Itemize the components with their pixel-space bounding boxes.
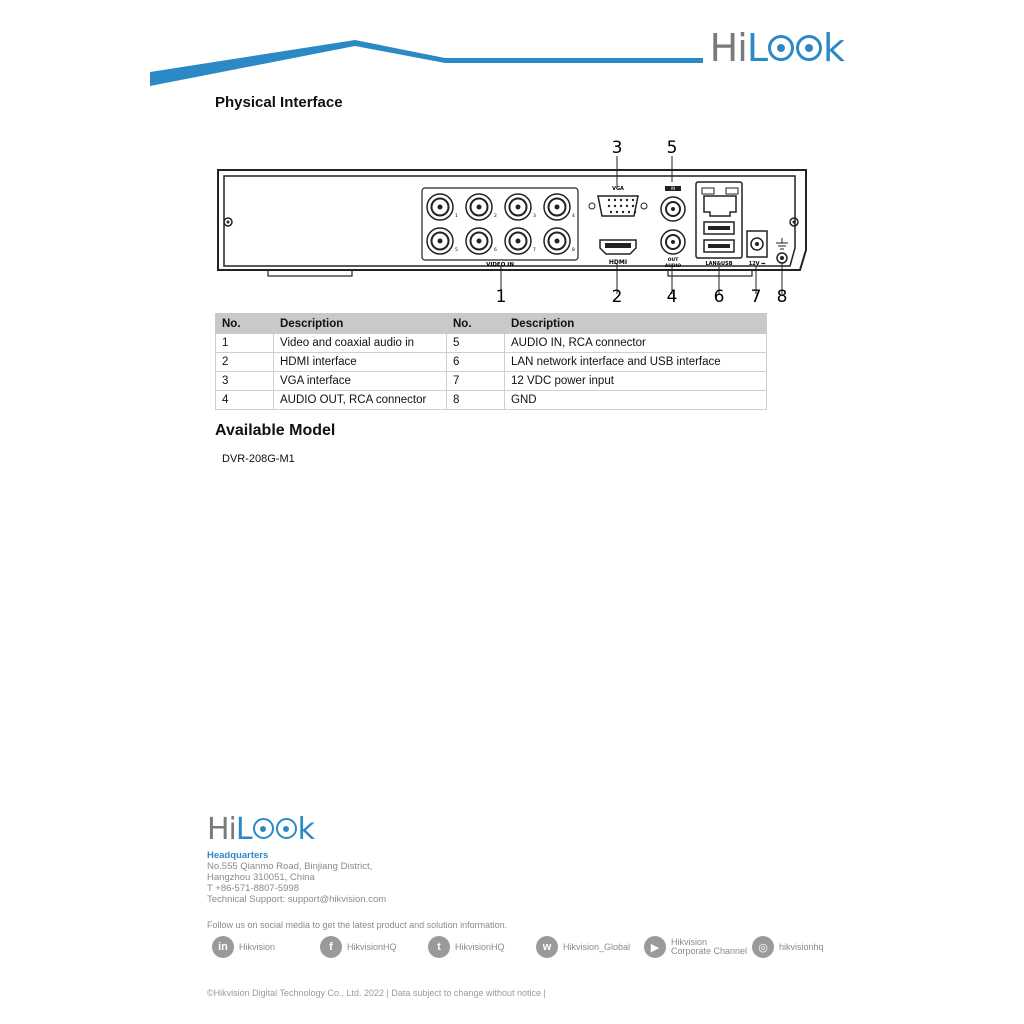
bnc-connector: [544, 194, 575, 220]
channel-number: 7: [533, 248, 536, 253]
channel-number: 4: [572, 214, 575, 219]
callouts: [496, 138, 788, 307]
svg-text:IN: IN: [670, 186, 676, 191]
table-header: No.: [216, 314, 274, 334]
hilook-logo: HiL k: [709, 26, 844, 70]
youtube-icon: ▶: [644, 936, 666, 958]
table-cell: AUDIO OUT, RCA connector: [274, 391, 447, 410]
bnc-connector: [505, 228, 536, 254]
vga-pin: [614, 205, 616, 207]
callout-number: 6: [713, 287, 725, 307]
social-link-wechat[interactable]: [536, 935, 630, 959]
vga-pin: [632, 199, 634, 201]
callout-number: 3: [611, 138, 623, 158]
social-label: hikvisionhq: [779, 941, 824, 952]
social-label: Hikvision: [671, 937, 708, 947]
table-cell: 4: [216, 391, 274, 410]
channel-number: 8: [572, 248, 575, 253]
social-label: Hikvision_Global: [563, 941, 631, 952]
logo-eye-icon: [253, 818, 274, 839]
twitter-icon: t: [428, 936, 450, 958]
bnc-connector: [427, 228, 458, 254]
table-row: [216, 391, 767, 410]
footer-contact: [207, 850, 386, 905]
table-header: Description: [274, 314, 447, 334]
table-cell: 2: [216, 353, 274, 372]
lan-usb-label: LAN&USB: [705, 261, 733, 267]
instagram-icon: ◎: [752, 936, 774, 958]
vga-pin: [608, 199, 610, 201]
channel-number: 2: [494, 214, 497, 219]
header-stripe: [150, 40, 703, 86]
vga-pin: [620, 205, 622, 207]
table-row: [216, 353, 767, 372]
table-cell: 7: [447, 372, 505, 391]
social-label: HikvisionHQ: [347, 941, 397, 952]
social-label: Hikvision: [239, 941, 276, 952]
table-cell: GND: [505, 391, 767, 410]
video-in-label: VIDEO IN: [486, 262, 514, 268]
social-links: [212, 935, 832, 959]
table-header: No.: [447, 314, 505, 334]
linkedin-icon: in: [212, 936, 234, 958]
table-cell: LAN network interface and USB interface: [505, 353, 767, 372]
power-label: 12V ⎓: [748, 261, 766, 267]
vga-pin: [632, 205, 634, 207]
audio-out-label: OUT: [667, 258, 679, 263]
vga-pins: [608, 199, 636, 213]
bnc-connector: [466, 228, 497, 254]
channel-number: 3: [533, 214, 536, 219]
vga-pin: [626, 199, 628, 201]
channel-number: 6: [494, 248, 497, 253]
hq-title: Headquarters: [207, 850, 269, 861]
address-line: Hangzhou 310051, China: [207, 872, 315, 883]
table-cell: 5: [447, 334, 505, 353]
channel-number: 5: [455, 248, 458, 253]
wechat-icon: w: [536, 936, 558, 958]
vga-pin: [614, 199, 616, 201]
table-cell: 8: [447, 391, 505, 410]
table-cell: Video and coaxial audio in: [274, 334, 447, 353]
callout-number: 8: [776, 287, 788, 307]
vga-pin: [628, 211, 630, 213]
callout-number: 5: [666, 138, 678, 158]
table-cell: 3: [216, 372, 274, 391]
support-email[interactable]: Technical Support: support@hikvision.com: [207, 894, 387, 905]
copyright: ©Hikvision Digital Technology Co., Ltd. 2022 | Data subject to change without notice |: [207, 988, 546, 998]
bnc-connector: [427, 194, 458, 220]
table-cell: 1: [216, 334, 274, 353]
vga-pin: [610, 211, 612, 213]
address-line: No.555 Qianmo Road, Binjiang District,: [207, 861, 373, 872]
bnc-connector: [544, 228, 575, 254]
social-link-youtube[interactable]: [644, 935, 747, 959]
vga-pin: [626, 205, 628, 207]
table-cell: AUDIO IN, RCA connector: [505, 334, 767, 353]
model-name: DVR-208G-M1: [222, 453, 295, 465]
bnc-connectors: [427, 194, 575, 254]
callout-number: 4: [666, 287, 678, 307]
table-row: [216, 372, 767, 391]
social-link-instagram[interactable]: [752, 935, 824, 959]
vga-pin: [616, 211, 618, 213]
table-header: Description: [505, 314, 767, 334]
facebook-icon: f: [320, 936, 342, 958]
table-cell: 12 VDC power input: [505, 372, 767, 391]
audio-label: AUDIO: [664, 264, 682, 269]
screw-left-icon: [224, 218, 232, 226]
vga-pin: [608, 205, 610, 207]
callout-number: 2: [611, 287, 623, 307]
social-label: HikvisionHQ: [455, 941, 505, 952]
social-label: Corporate Channel: [671, 946, 748, 956]
hdmi-label: HDMI: [608, 259, 628, 266]
social-link-facebook[interactable]: [320, 935, 397, 959]
table-cell: 6: [447, 353, 505, 372]
table-header-row: [216, 314, 767, 334]
lan-port: [704, 196, 736, 216]
callout-number: 1: [495, 287, 507, 307]
screw-right-icon: [790, 218, 798, 226]
bnc-connector: [466, 194, 497, 220]
ground-icon: [776, 238, 788, 249]
section-title-physical-interface: Physical Interface: [215, 94, 343, 111]
table-cell: HDMI interface: [274, 353, 447, 372]
section-title-available-model: Available Model: [215, 422, 336, 439]
vga-label: VGA: [612, 186, 624, 192]
phone: T +86-571-8807-5998: [207, 883, 299, 894]
dvr-rear-panel-diagram: [210, 130, 820, 310]
table-cell: VGA interface: [274, 372, 447, 391]
vga-pin: [622, 211, 624, 213]
social-intro: Follow us on social media to get the latest product and solution information.: [207, 920, 508, 930]
table-row: [216, 334, 767, 353]
interface-table: [215, 313, 767, 410]
callout-number: 7: [750, 287, 762, 307]
vga-pin: [620, 199, 622, 201]
social-link-linkedin[interactable]: [212, 935, 275, 959]
bnc-connector: [505, 194, 536, 220]
logo-eye-icon: [276, 818, 297, 839]
logo-eye-icon: [796, 35, 822, 61]
vga-pin: [634, 211, 636, 213]
logo-eye-icon: [768, 35, 794, 61]
channel-number: 1: [455, 214, 458, 219]
chassis-outline: [218, 170, 806, 270]
social-link-twitter[interactable]: [428, 935, 505, 959]
hilook-footer-logo: HiL k: [207, 812, 314, 847]
header-band: [0, 0, 1024, 100]
